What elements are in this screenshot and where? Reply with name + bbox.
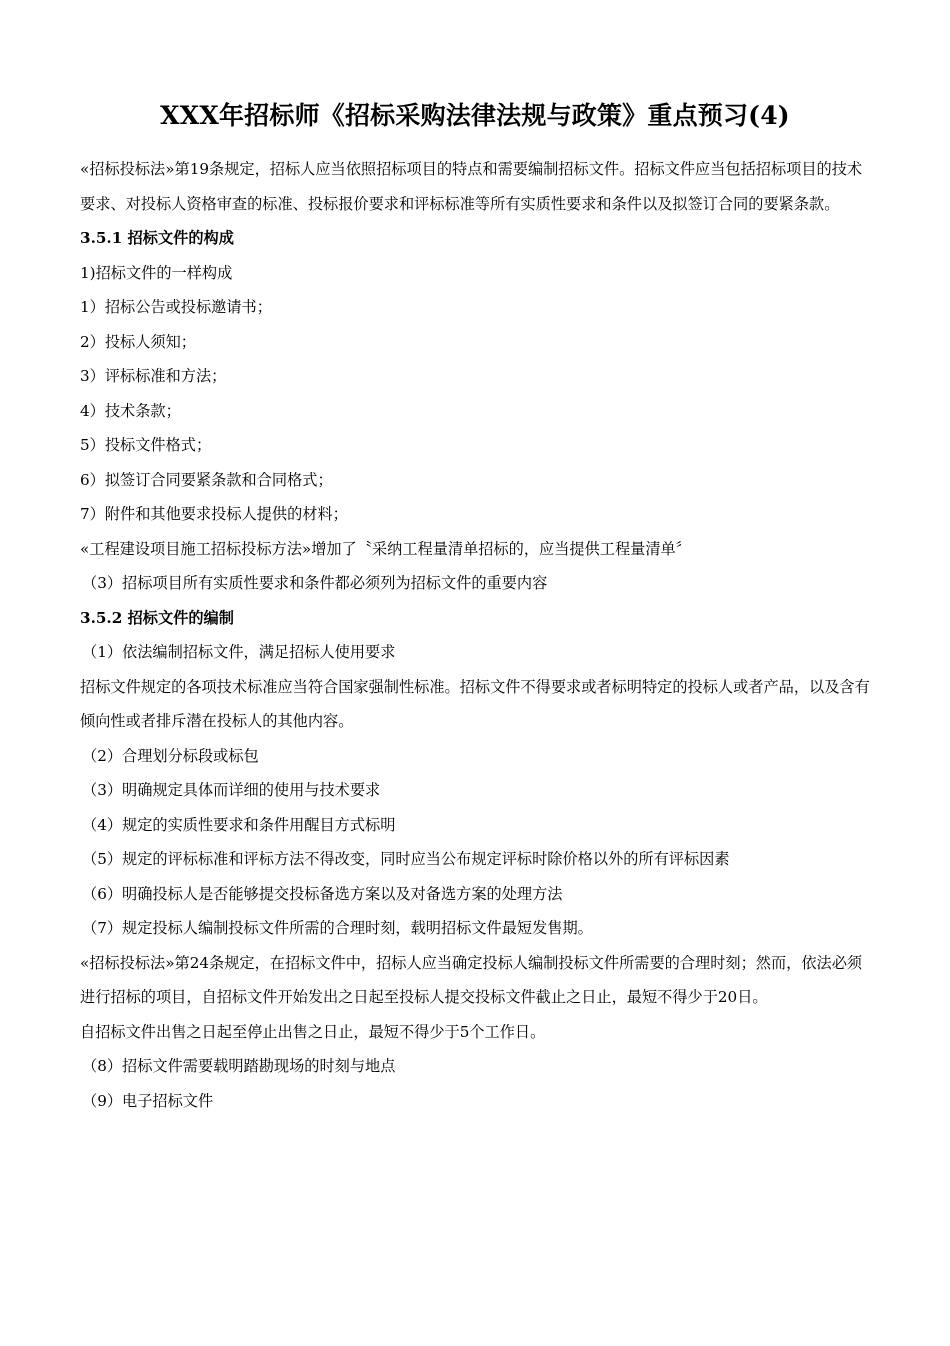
compile-point-3: （3）明确规定具体而详细的使用与技术要求 — [82, 781, 381, 799]
list-item-3: 3）评标标准和方法； — [80, 367, 227, 385]
document-body — [80, 152, 872, 1118]
list-item-6: 6）拟签订合同要紧条款和合同格式； — [80, 470, 333, 489]
paragraph-technical-standards: 招标文件规定的各项技术标准应当符合国家强制性标准。招标文件不得要求或者标明特定的投标人或者产品，以及含有倾向性或者排斥潜在投标人的其他内容。 — [80, 677, 870, 730]
paragraph-intro: «招标投标法»第19条规定，招标人应当依照招标项目的特点和需要编制招标文件。招标文件应当包括招标项目的技术要求、对投标人资格审查的标准、投标报价要求和评标标准等所有实质性要求和条件以及拟签订合同的要紧条款。 — [80, 160, 863, 213]
compile-point-7: （7）规定投标人编制投标文件所需的合理时刻，载明招标文件最短发售期。 — [82, 919, 593, 937]
compile-point-8: （8）招标文件需要载明踏勘现场的时刻与地点 — [82, 1057, 396, 1075]
list-item-7: 7）附件和其他要求投标人提供的材料； — [80, 505, 348, 523]
compile-point-1: （1）依法编制招标文件，满足招标人使用要求 — [82, 643, 396, 661]
list-item-2: 2）投标人须知； — [80, 332, 196, 351]
compile-point-5: （5）规定的评标标准和评标方法不得改变，同时应当公布规定评标时除价格以外的所有评标因素 — [82, 850, 730, 868]
paragraph-point-3: （3）招标项目所有实质性要求和条件都必须列为招标文件的重要内容 — [82, 574, 548, 592]
list-item-4: 4）技术条款； — [80, 401, 181, 420]
compile-point-2: （2）合理划分标段或标包 — [82, 746, 259, 765]
list-item-5: 5）投标文件格式； — [80, 436, 212, 454]
compile-point-4: （4）规定的实质性要求和条件用醒目方式标明 — [82, 815, 396, 834]
list-item-1: 1）招标公告或投标邀请书； — [80, 298, 272, 316]
paragraph-bill-of-quantities: «工程建设项目施工招标投标方法»增加了〝采纳工程量清单招标的，应当提供工程量清单〞 — [80, 539, 691, 558]
compile-point-9: （9）电子招标文件 — [82, 1091, 214, 1110]
section-heading-3-5-1: 3.5.1 招标文件的构成 — [80, 229, 234, 247]
section-heading-3-5-2: 3.5.2 招标文件的编制 — [80, 608, 234, 627]
paragraph-sale-period: 自招标文件出售之日起至停止出售之日止，最短不得少于5个工作日。 — [80, 1022, 546, 1041]
paragraph-general-composition: 1)招标文件的一样构成 — [80, 263, 233, 282]
paragraph-article-24: «招标投标法»第24条规定，在招标文件中，招标人应当确定投标人编制投标文件所需要的合理时刻；然而，依法必须进行招标的项目，自招标文件开始发出之日起至投标人提交投标文件截止之日止，最短不得少于20日。 — [80, 953, 863, 1006]
document-title: XXX年招标师《招标采购法律法规与政策》重点预习(4) — [160, 101, 790, 130]
compile-point-6: （6）明确投标人是否能够提交投标备选方案以及对备选方案的处理方法 — [82, 884, 563, 903]
